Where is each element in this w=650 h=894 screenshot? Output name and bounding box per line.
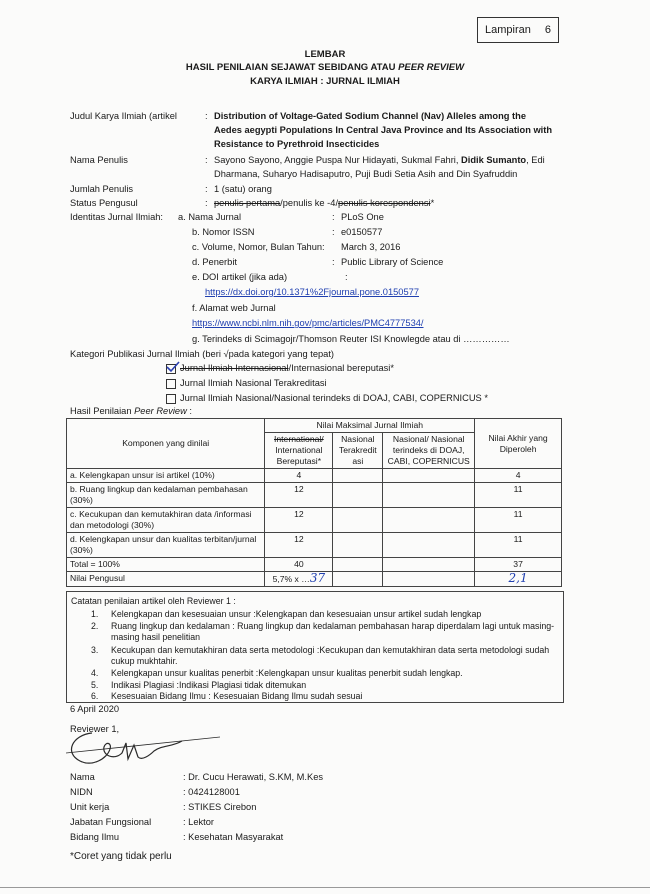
table-row [67,469,562,483]
kategori-1-strike: Jurnal Ilmiah Internasional [180,363,289,373]
empty-cell [383,572,475,587]
identitas-label: Identitas Jurnal Ilmiah: [70,212,164,222]
judul-line3: Resistance to Pyrethroid Insecticides [214,139,380,149]
status-label: Status Pengusul [70,198,138,208]
kategori-1-rest: /Internasional bereputasi* [288,363,394,373]
hasil-label-b: Peer Review [134,406,187,416]
note-item: Kecukupan dan kemutakhiran data serta metodologi :Kecukupan dan kemutakhiran data serta metodologi sudah [111,645,550,655]
header-komponen: Komponen yang dinilai [67,419,265,469]
terindeks-label: g. Terindeks di Scimagojr/Thomson Reuter ISI Knowlegde atau di …………… [192,334,510,344]
sign-date: 6 April 2020 [70,704,120,714]
header-nas-idx: Nasional/ Nasional terindeks di DOAJ, CABI, COPERNICUS [383,433,475,469]
penerbit-value: Public Library of Science [341,257,444,267]
empty-cell [383,469,475,483]
checkbox-icon[interactable] [166,379,176,389]
title-line2 [0,62,650,73]
nilai-formula: 5,7% x … [272,574,310,584]
title-line2b: PEER REVIEW [398,62,465,73]
reviewer-notes [66,591,564,703]
reviewer-label: Reviewer 1, [70,724,120,734]
issn-value: e0150577 [341,227,383,237]
total-max: 40 [265,558,333,572]
note-item: Indikasi Plagiasi :Indikasi Plagiasi tidak ditemukan [111,680,307,690]
total-akhir: 37 [475,558,562,572]
page-edge-divider [0,887,650,888]
note-num: 6. [91,691,99,701]
colon: : [205,155,208,165]
unit-label: Unit kerja [70,802,110,812]
doi-label: e. DOI artikel (jika ada) [192,272,288,282]
judul-line1: Distribution of Voltage-Gated Sodium Channel (Nav) Alleles among the [214,111,526,121]
kategori-3-label: Jurnal Ilmiah Nasional/Nasional terindeks di DOAJ, CABI, COPERNICUS * [180,393,488,403]
empty-cell [383,483,475,508]
bidang-label: Bidang Ilmu [70,832,120,842]
kategori-label: Kategori Publikasi Jurnal Ilmiah (beri √pada kategori yang tepat) [70,349,335,359]
nidn-label: NIDN [70,787,93,797]
note-item: Kelengkapan unsur kualitas penerbit :Kelengkapan unsur kualitas penerbit sudah lengkap. [111,668,463,678]
note-num: 2. [91,621,99,631]
table-row-nilai [67,572,562,587]
row-label: a. Kelengkapan unsur isi artikel (10%) [67,469,265,483]
note-item: Kelengkapan dan kesesuaian unsur :Kelengkapan dan kesesuaian unsur artikel sudah lengkap [111,609,482,619]
kategori-option-1[interactable] [166,363,394,374]
judul-line2: Aedes aegypti Populations In Central Java Province and Its Association with [214,125,553,135]
unit-value: : STIKES Cirebon [183,802,257,812]
colon: : [205,198,208,208]
row-max: 12 [265,533,333,558]
note-item-cont: cukup mukhtahir. [111,656,178,666]
header-nas-akr: Nasional Terakredit asi [333,433,383,469]
row-max: 12 [265,508,333,533]
note-num: 3. [91,645,99,655]
lampiran-box [477,17,559,43]
hasil-label [70,406,192,416]
title-line2a: HASIL PENILAIAN SEJAWAT SEBIDANG ATAU [185,62,399,73]
nilai-formula-cell [265,572,333,587]
kategori-option-3[interactable] [166,393,488,404]
nama-jurnal-value: PLoS One [341,212,384,222]
empty-cell [383,533,475,558]
penulis-part3: , Edi [526,155,545,165]
jabatan-value: : Lektor [183,817,215,827]
row-label: c. Kecukupan dan kemutakhiran data /informasi dan metodologi (30%) [67,508,265,533]
kategori-option-2[interactable] [166,378,327,389]
score-table [66,418,562,587]
penulis-label: Nama Penulis [70,155,128,165]
status-strike2: penulis korespondensi [338,198,431,208]
header-intl-strike: International/ [274,434,324,444]
title-line1: LEMBAR [304,49,346,60]
empty-cell [333,572,383,587]
note-num: 5. [91,680,99,690]
status-end: * [430,198,435,208]
nama-label: Nama [70,772,95,782]
nama-jurnal-label: a. Nama Jurnal [178,212,242,222]
doi-link[interactable]: https://dx.doi.org/10.1371%2Fjournal.pone.0150577 [205,287,419,297]
colon: : [345,272,348,282]
lampiran-label: Lampiran [485,24,531,36]
empty-cell [333,558,383,572]
empty-cell [333,533,383,558]
header-akhir: Nilai Akhir yang Diperoleh [475,419,562,469]
lampiran-number: 6 [544,24,551,36]
colon: : [205,111,208,121]
row-max: 4 [265,469,333,483]
note-item: Kesesuaian Bidang Ilmu : Kesesuaian Bidang Ilmu sudah sesuai [111,691,363,701]
note-item: Ruang lingkup dan kedalaman : Ruang lingkup dan kedalaman pembahasan harap diperdalam lagi untuk masing- [111,621,555,631]
nilai-akhir: 2,1 [508,571,528,585]
notes-title: Catatan penilaian artikel oleh Reviewer 1 : [71,596,236,606]
penulis-part1: Sayono Sayono, Anggie Puspa Nur Hidayati, Sukmal Fahri, [214,155,462,165]
volume-value: March 3, 2016 [341,242,401,252]
empty-cell [333,483,383,508]
table-row [67,508,562,533]
checkbox-checked-icon[interactable] [166,364,176,374]
web-label: f. Alamat web Jurnal [192,303,276,313]
row-akhir: 11 [475,483,562,508]
nilai-handwritten: 37 [309,571,326,585]
web-link[interactable]: https://www.ncbi.nlm.nih.gov/pmc/articles/PMC4777534/ [192,318,424,328]
footnote: *Coret yang tidak perlu [70,851,172,862]
status-strike1: penulis pertama [214,198,281,208]
note-num: 1. [91,609,99,619]
title-line3: KARYA ILMIAH : JURNAL ILMIAH [250,76,400,87]
row-akhir: 11 [475,508,562,533]
penulis-line2: Dharmana, Suharyo Hadisaputro, Puji Budi Setia Asih and Din Syafruddin [214,169,518,179]
row-label: b. Ruang lingkup dan kedalaman pembahasan (30%) [67,483,265,508]
table-row [67,483,562,508]
row-label: d. Kelengkapan unsur dan kualitas terbitan/jurnal (30%) [67,533,265,558]
issn-label: b. Nomor ISSN [192,227,255,237]
row-max: 12 [265,483,333,508]
hasil-label-c: : [186,406,192,416]
note-item-cont: masing hasil penelitian [111,632,200,642]
nama-value: : Dr. Cucu Herawati, S.KM, M.Kes [183,772,324,782]
judul-label: Judul Karya Ilmiah (artikel [70,111,177,121]
header-nilai-max: Nilai Maksimal Jurnal Ilmiah [265,419,475,433]
volume-label: c. Volume, Nomor, Bulan Tahun: [192,242,325,252]
jumlah-value: 1 (satu) orang [214,184,272,194]
colon: : [332,257,335,267]
jumlah-label: Jumlah Penulis [70,184,134,194]
signature-icon [62,725,222,775]
kategori-2-label: Jurnal Ilmiah Nasional Terakreditasi [180,378,327,388]
penulis-line1 [214,155,545,165]
note-num: 4. [91,668,99,678]
nilai-label: Nilai Pengusul [67,572,265,587]
total-label: Total = 100% [67,558,265,572]
nilai-akhir-cell [475,572,562,587]
colon: : [332,227,335,237]
empty-cell [383,558,475,572]
header-intl [265,433,333,469]
hasil-label-a: Hasil Penilaian [70,406,135,416]
checkbox-icon[interactable] [166,394,176,404]
row-akhir: 11 [475,533,562,558]
table-row [67,533,562,558]
penulis-highlight: Didik Sumanto [461,155,527,165]
status-mid: /penulis ke -4/ [280,198,339,208]
colon: : [205,184,208,194]
empty-cell [383,508,475,533]
nidn-value: : 0424128001 [183,787,240,797]
table-row-total [67,558,562,572]
colon: : [332,212,335,222]
header-intl-rest: International Bereputasi* [275,445,323,466]
status-value [214,198,434,208]
row-akhir: 4 [475,469,562,483]
penerbit-label: d. Penerbit [192,257,237,267]
empty-cell [333,508,383,533]
bidang-value: : Kesehatan Masyarakat [183,832,284,842]
jabatan-label: Jabatan Fungsional [70,817,152,827]
empty-cell [333,469,383,483]
